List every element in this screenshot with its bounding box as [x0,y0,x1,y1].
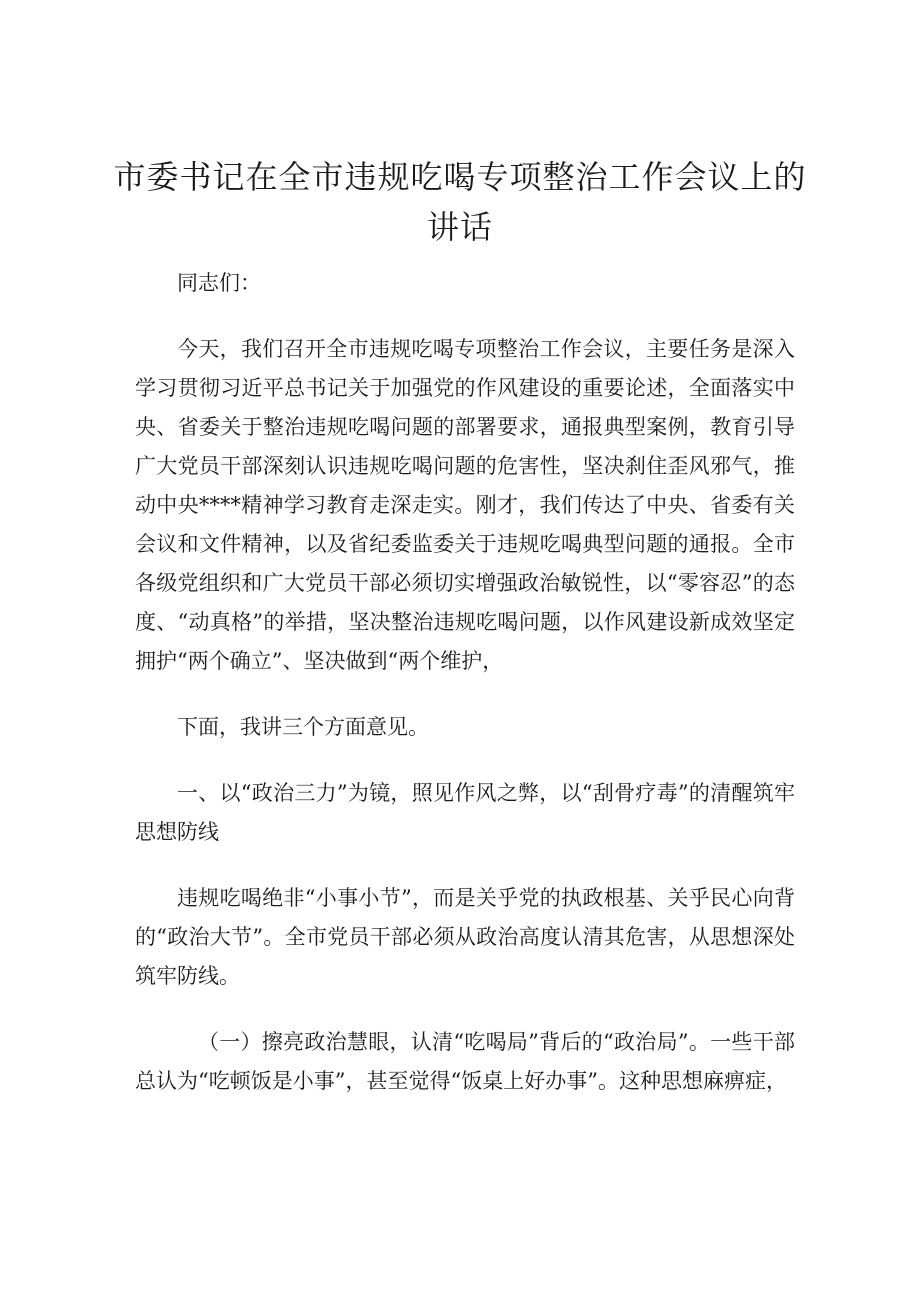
subsection-1: （一）擦亮政治慧眼，认清“吃喝局”背后的“政治局”。一些干部总认为“吃顿饭是小事”，甚至觉得“饭桌上好办事”。这种思想麻痹症， [135,1030,795,1093]
paragraph-intro: 今天，我们召开全市违规吃喝专项整治工作会议，主要任务是深入学习贯彻习近平总书记关于加强党的作风建设的重要论述，全面落实中央、省委关于整治违规吃喝问题的部署要求，通报典型案例，教育引导广大党员干部深刻认识违规吃喝问题的危害性，坚决刹住歪风邪气，推动中央****精神学习教育走深走实。刚才，我们传达了中央、省委有关会议和文件精神，以及省纪委监委关于违规吃喝典型问题的通报。全市各级党组织和广大党员干部必须切实增强政治敏锐性，以“零容忍”的态度、“动真格”的举措，坚决整治违规吃喝问题，以作风建设新成效坚定拥护“两个确立”、坚决做到“两个维护， [135,337,795,673]
paragraph-section-1: 违规吃喝绝非“小事小节”，而是关乎党的执政根基、关乎民心向背的“政治大节”。全市党员干部必须从政治高度认清其危害，从思想深处筑牢防线。 [135,886,795,988]
paragraph-outline: 下面，我讲三个方面意见。 [177,715,429,739]
document-body [135,264,795,1128]
document-title: 市委书记在全市违规吃喝专项整治工作会议上的讲话 [113,158,807,246]
section-heading-1: 一、以“政治三力”为镜，照见作风之弊，以“刮骨疗毒”的清醒筑牢思想防线 [135,781,795,844]
salutation: 同志们： [177,271,261,295]
